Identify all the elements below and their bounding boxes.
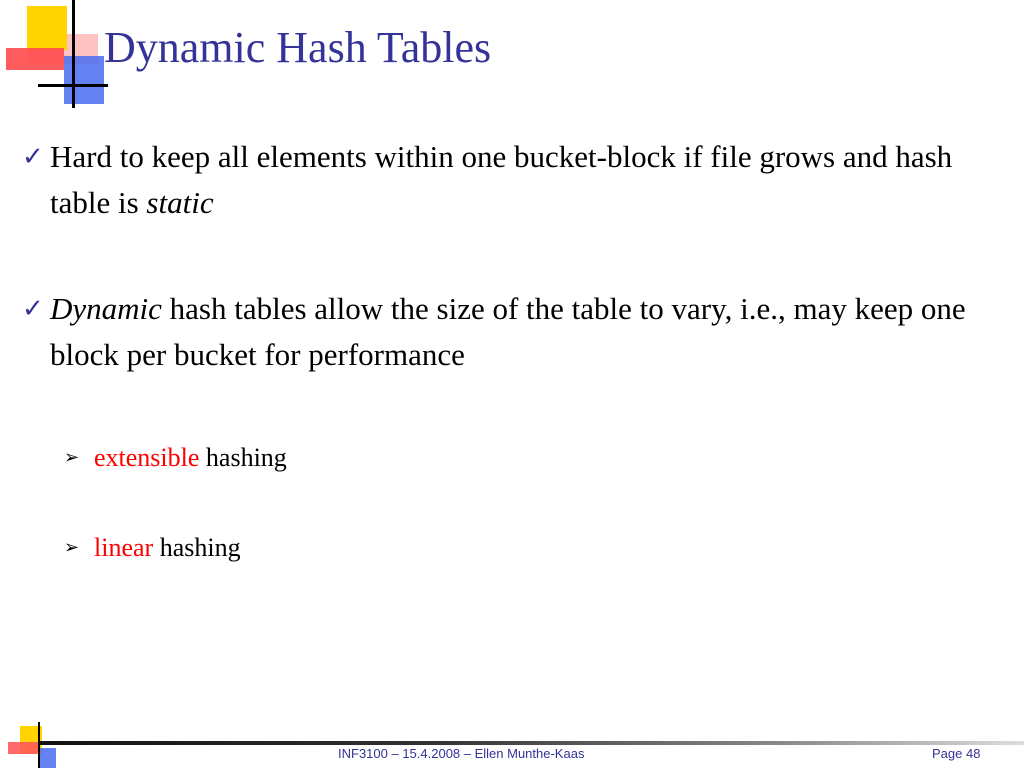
logo-decoration bbox=[0, 0, 110, 110]
footer-course-info: INF3100 – 15.4.2008 – Ellen Munthe-Kaas bbox=[338, 746, 585, 761]
bullet-2-body: hash tables allow the size of the table to vary, i.e., may keep one block per bucket for performance bbox=[50, 291, 966, 372]
checkmark-icon: ✓ bbox=[22, 294, 44, 324]
bullet-2-text bbox=[50, 286, 1002, 378]
checkmark-icon: ✓ bbox=[22, 142, 44, 172]
bullet-2-emphasis: Dynamic bbox=[50, 291, 162, 326]
arrow-bullet-icon: ➢ bbox=[64, 537, 80, 558]
bullet-1-body: Hard to keep all elements within one bucket-block if file grows and hash table is bbox=[50, 139, 953, 220]
arrow-bullet-icon: ➢ bbox=[64, 447, 80, 468]
sub-bullet-2-body: hashing bbox=[153, 533, 241, 562]
sub-bullet-2-highlight: linear bbox=[94, 533, 154, 562]
bullet-1-text bbox=[50, 134, 1002, 226]
sub-bullet-1-highlight: extensible bbox=[94, 443, 200, 472]
sub-bullet-2-text bbox=[94, 530, 241, 566]
footer-logo-decoration bbox=[0, 722, 70, 768]
bullet-2 bbox=[22, 286, 1002, 380]
sub-bullet-1-text bbox=[94, 440, 287, 476]
bullet-1 bbox=[22, 134, 1002, 228]
page-number: Page 48 bbox=[932, 746, 981, 761]
bullet-1-emphasis: static bbox=[146, 185, 214, 220]
slide-title: Dynamic Hash Tables bbox=[104, 23, 492, 72]
sub-bullet-1-body: hashing bbox=[199, 443, 287, 472]
footer-divider bbox=[40, 741, 1024, 745]
